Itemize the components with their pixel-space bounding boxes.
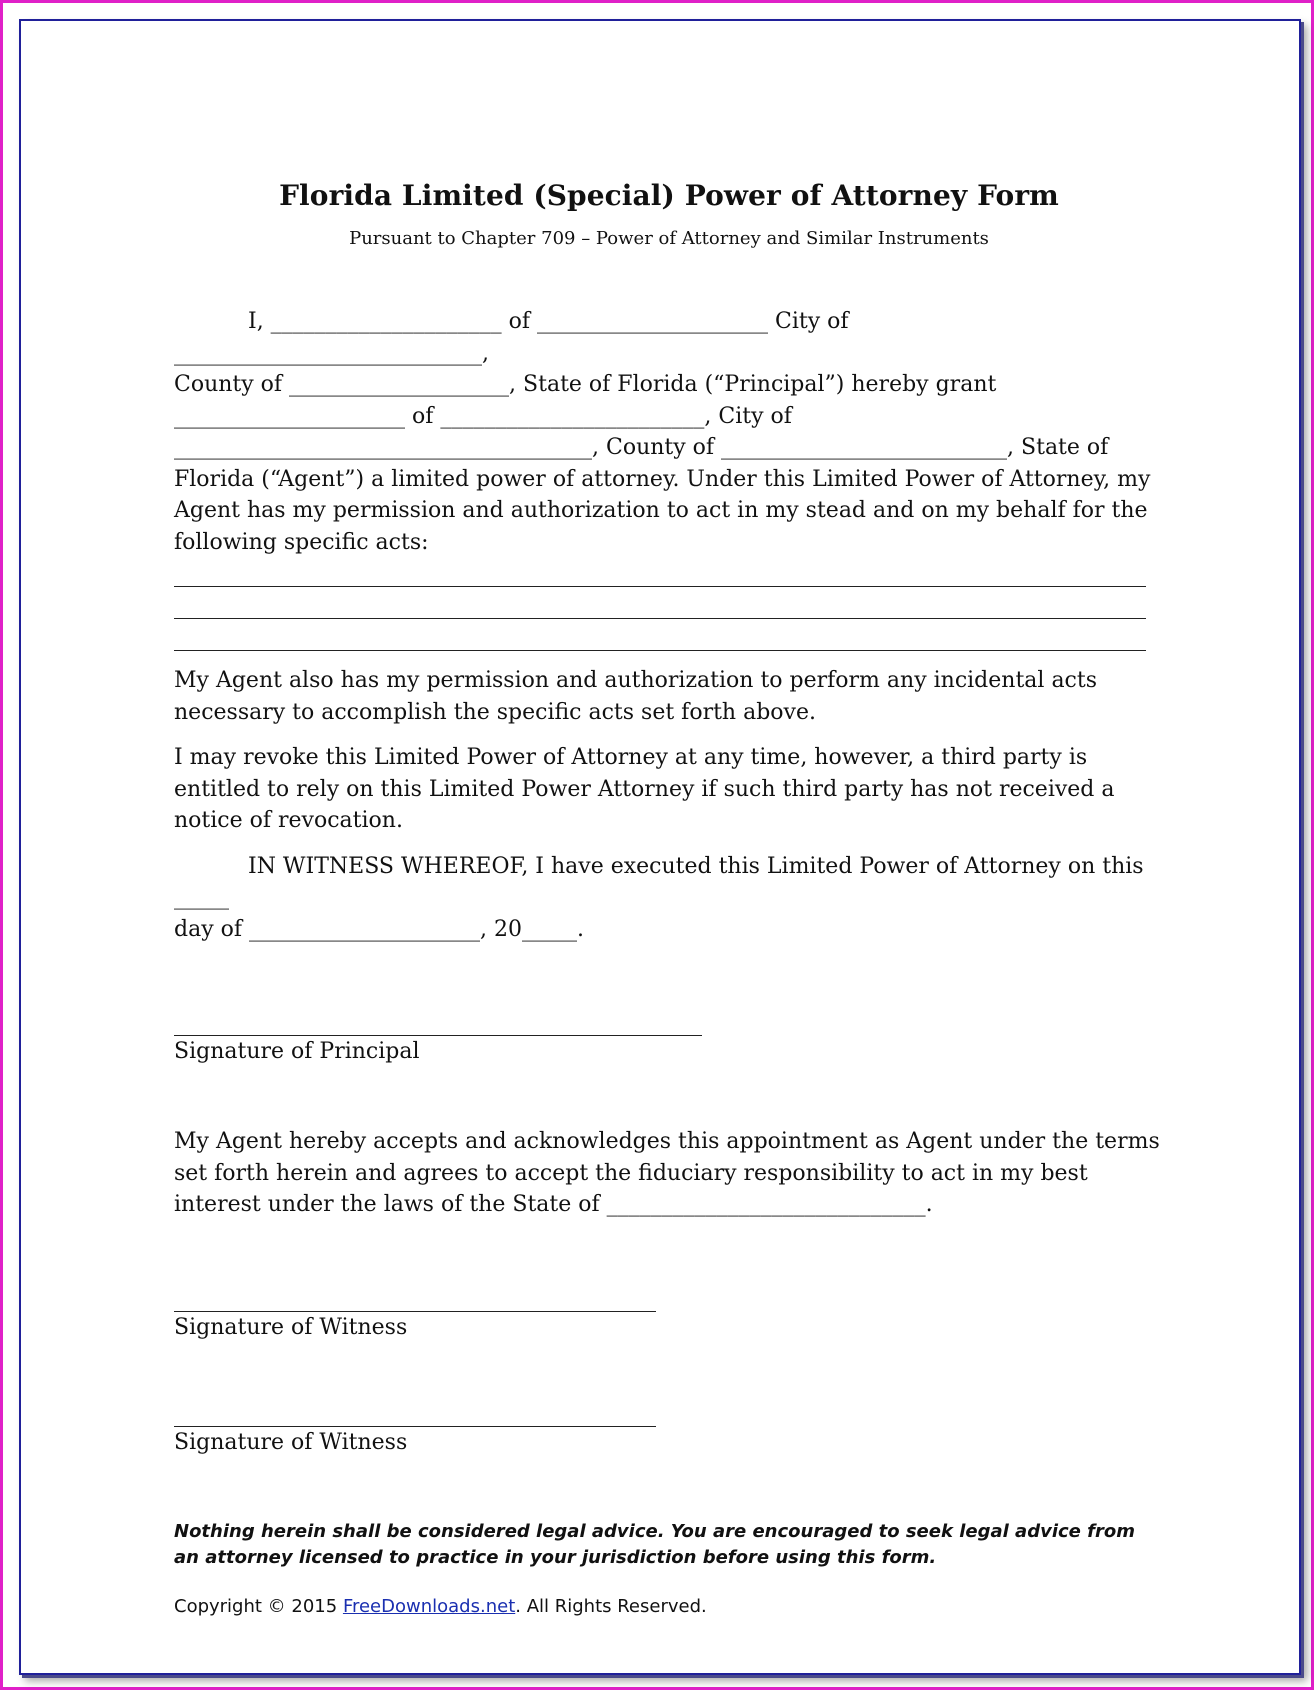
witness2-signature-line[interactable] <box>174 1396 656 1427</box>
principal-signature-label: Signature of Principal <box>174 1039 420 1064</box>
witness1-signature-line[interactable] <box>174 1281 656 1312</box>
principal-signature-block <box>174 1005 702 1068</box>
specific-acts-blank-line[interactable] <box>174 619 1146 651</box>
intro-line-1: I, _____________________ of _____________________ City of ____________________________, <box>174 309 849 366</box>
freedownloads-link[interactable]: FreeDownloads.net <box>342 1595 516 1617</box>
specific-acts-blanks <box>174 555 1164 651</box>
witness-line-rest: day of _____________________, 20_____. <box>174 916 584 942</box>
intro-line-rest: County of ____________________, State of Florida (“Principal”) hereby grant _____________________ of ________________________, City of ______________________________________, County of __________________________, State of Florida (“Agent”) a limited power of attorney. Under this Limited Power of Attorney, my Agent has my permission and authorization to act in my stead and on my behalf for the following specific acts: <box>174 372 1151 555</box>
revocation-paragraph: I may revoke this Limited Power of Attorney at any time, however, a third party is entitled to rely on this Limited Power Attorney if such third party has not received a notice of revocation. <box>174 745 1115 833</box>
principal-signature-line[interactable] <box>174 1005 702 1036</box>
document-page <box>19 19 1301 1675</box>
intro-paragraph <box>174 306 1164 558</box>
witness-paragraph <box>174 851 1164 946</box>
witness1-signature-block <box>174 1281 656 1344</box>
witness1-signature-label: Signature of Witness <box>174 1314 408 1340</box>
witness2-signature-label: Signature of Witness <box>174 1429 408 1455</box>
agent-acceptance-paragraph: My Agent hereby accepts and acknowledges this appointment as Agent under the terms set forth herein and agrees to accept the fiduciary responsibility to act in my best interest under the laws of the State of _____________________________. <box>174 1129 1160 1217</box>
document-subtitle: Pursuant to Chapter 709 – Power of Attorney and Similar Instruments <box>349 228 989 249</box>
copyright-notice <box>174 1595 1164 1619</box>
copyright-suffix: . All Rights Reserved. <box>515 1595 707 1617</box>
witness-line-1: IN WITNESS WHEREOF, I have executed this Limited Power of Attorney on this _____ <box>174 853 1144 910</box>
witness2-signature-block <box>174 1396 656 1459</box>
specific-acts-blank-line[interactable] <box>174 555 1146 587</box>
incidental-acts-paragraph: My Agent also has my permission and authorization to perform any incidental acts necessary to accomplish the specific acts set forth above. <box>174 668 1098 725</box>
document-content <box>174 179 1164 1637</box>
copyright-prefix: Copyright © 2015 <box>174 1595 343 1617</box>
legal-disclaimer: Nothing herein shall be considered legal advice. You are encouraged to seek legal advice from an attorney licensed to practice in your jurisdiction before using this form. <box>174 1520 1135 1568</box>
specific-acts-blank-line[interactable] <box>174 587 1146 619</box>
document-title: Florida Limited (Special) Power of Attorney Form <box>279 179 1059 212</box>
